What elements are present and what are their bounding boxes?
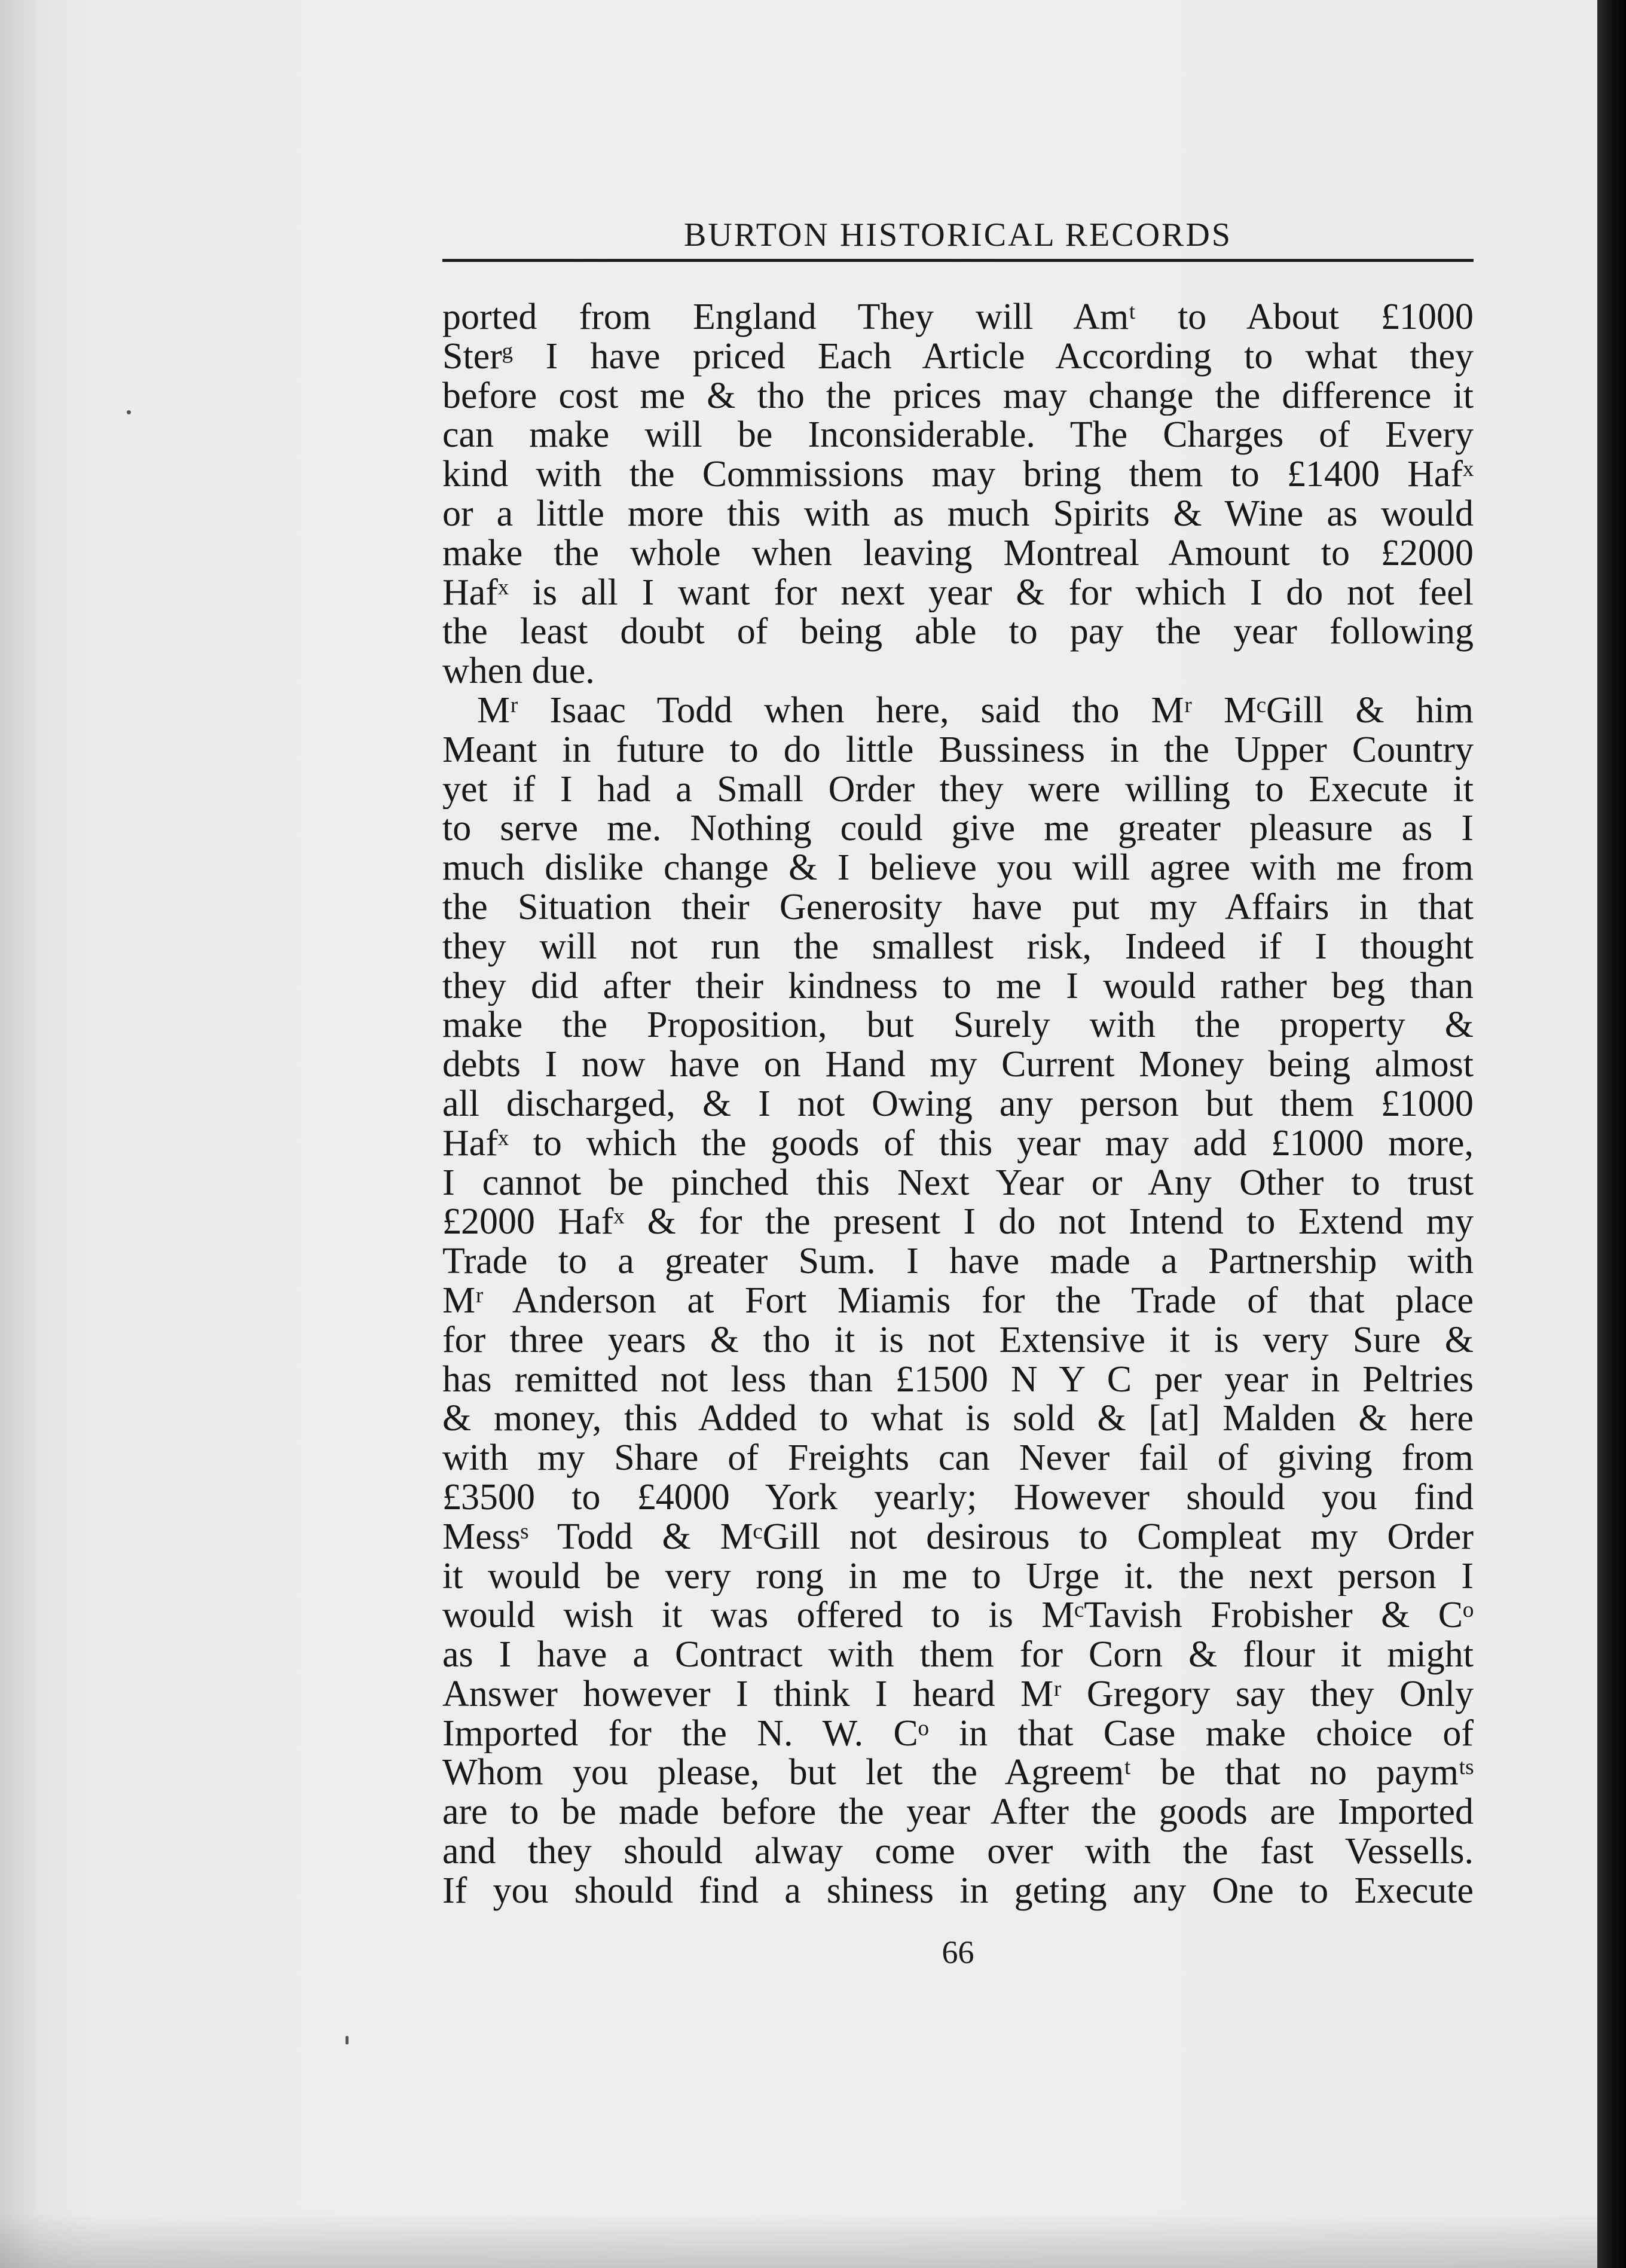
text-line: the Situation their Generosity have put my Affairs in that — [442, 887, 1474, 927]
running-head-title: BURTON HISTORICAL RECORDS — [684, 216, 1232, 254]
text-line: would wish it was offered to is MᶜTavish Frobisher & Cᵒ — [442, 1596, 1474, 1636]
text-line: they will not run the smallest risk, Indeed if I thought — [442, 927, 1474, 967]
text-line: Trade to a greater Sum. I have made a Partnership with — [442, 1242, 1474, 1281]
text-line: I cannot be pinched this Next Year or Any Other to trust — [442, 1163, 1474, 1203]
text-line: & money, this Added to what is sold & [at] Malden & here — [442, 1399, 1474, 1439]
paper-speck — [346, 2036, 349, 2044]
text-line: or a little more this with as much Spirits & Wine as would — [442, 494, 1474, 534]
text-line: to serve me. Nothing could give me greater pleasure as I — [442, 809, 1474, 849]
text-line: can make will be Inconsiderable. The Charges of Every — [442, 416, 1474, 456]
text-line: debts I now have on Hand my Current Money being almost — [442, 1045, 1474, 1085]
scan-border-right — [1597, 0, 1626, 2268]
text-line: they did after their kindness to me I would rather beg than — [442, 966, 1474, 1006]
text-line: yet if I had a Small Order they were willing to Execute it — [442, 770, 1474, 810]
text-line: Messˢ Todd & MᶜGill not desirous to Compleat my Order — [442, 1517, 1474, 1557]
header-rule — [442, 259, 1474, 262]
text-line: are to be made before the year After the goods are Imported — [442, 1793, 1474, 1833]
text-line: Answer however I think I heard Mʳ Gregory say they Only — [442, 1674, 1474, 1714]
page-shading — [0, 2212, 1607, 2268]
text-line: much dislike change & I believe you will agree with me from — [442, 848, 1474, 888]
running-head — [442, 206, 1474, 260]
text-line: as I have a Contract with them for Corn & flour it might — [442, 1635, 1474, 1675]
text-line: it would be very rong in me to Urge it. the next person I — [442, 1556, 1474, 1597]
text-line: with my Share of Freights can Never fail of giving from — [442, 1439, 1474, 1478]
text-line: Meant in future to do little Bussiness in the Upper Country — [442, 730, 1474, 770]
text-line: £2000 Hafˣ & for the present I do not Intend to Extend my — [442, 1202, 1474, 1243]
text-line: Imported for the N. W. Cᵒ in that Case make choice of — [442, 1714, 1474, 1754]
text-line: kind with the Commissions may bring them to £1400 Hafˣ — [442, 455, 1474, 494]
body-text — [442, 298, 1474, 1911]
text-line: for three years & tho it is not Extensive it is very Sure & — [442, 1320, 1474, 1360]
text-line: Hafˣ to which the goods of this year may add £1000 more, — [442, 1124, 1474, 1164]
text-line: Hafˣ is all I want for next year & for which I do not feel — [442, 573, 1474, 613]
text-line: If you should find a shiness in geting any One to Execute — [442, 1871, 1474, 1911]
text-line: has remitted not less than £1500 N Y C per year in Peltries — [442, 1360, 1474, 1400]
text-line: make the Proposition, but Surely with the property & — [442, 1006, 1474, 1046]
text-line: Mʳ Isaac Todd when here, said tho Mʳ MᶜGill & him — [477, 691, 1474, 731]
text-line: when due. — [442, 652, 595, 691]
text-line: Sterᵍ I have priced Each Article According to what they — [442, 337, 1474, 377]
text-line: make the whole when leaving Montreal Amount to £2000 — [442, 533, 1474, 573]
text-line: Whom you please, but let the Agreemᵗ be that no paymᵗˢ — [442, 1753, 1474, 1793]
text-line: the least doubt of being able to pay the year following — [442, 612, 1474, 652]
paper-speck — [127, 410, 131, 414]
page-number: 66 — [942, 1934, 974, 1970]
text-line: ported from England They will Amᵗ to About £1000 — [442, 298, 1474, 337]
text-line: and they should alway come over with the fast Vessells. — [442, 1832, 1474, 1872]
text-line: Mʳ Anderson at Fort Miamis for the Trade of that place — [442, 1281, 1474, 1321]
text-line: £3500 to £4000 York yearly; However should you find — [442, 1478, 1474, 1518]
text-line: before cost me & tho the prices may change the difference it — [442, 376, 1474, 416]
text-line: all discharged, & I not Owing any person but them £1000 — [442, 1084, 1474, 1124]
